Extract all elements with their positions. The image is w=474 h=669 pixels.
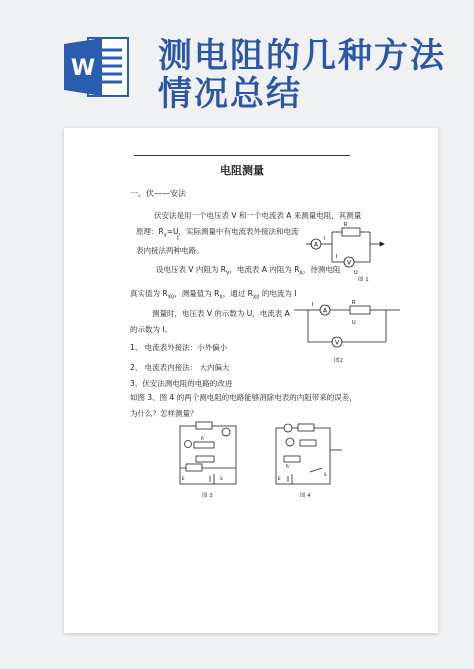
- ammeter-symbol: [222, 428, 230, 436]
- formula-denominator: I: [177, 235, 179, 242]
- ammeter-label: A: [313, 241, 319, 249]
- figure-caption: 图 1: [358, 277, 369, 283]
- list-item: 1、 电流表外接法：小外偏小: [130, 343, 228, 352]
- voltmeter-symbol: [185, 441, 192, 448]
- voltmeter-label: V: [346, 259, 352, 267]
- paragraph-text: ，测量值为 R: [174, 289, 220, 298]
- header-rule: [134, 155, 350, 156]
- banner-title-line-2: 情况总结: [158, 74, 302, 114]
- voltmeter-label: V: [334, 339, 340, 347]
- resistor-symbol: [342, 228, 360, 236]
- resistor-symbol: [300, 440, 316, 446]
- paragraph-text: 设电压表 V 内阻为 R: [156, 265, 226, 274]
- switch-label: S: [324, 472, 327, 477]
- paragraph-text: ，实际测量中有电流表外接法和电流: [178, 227, 299, 236]
- formula-text: 原理：R: [136, 227, 164, 236]
- paragraph-line: 为什么？怎样测量？: [130, 409, 198, 418]
- resistor-symbol: [298, 424, 314, 431]
- paragraph-text: ，通过 R: [222, 289, 253, 298]
- paragraph-line: 表内接法两种电路。: [136, 246, 204, 255]
- resistor-symbol: [196, 456, 214, 462]
- voltmeter-symbol: [284, 424, 292, 432]
- paragraph-line: 测量时，电压表 V 的示数为 U，电流表 A: [152, 309, 290, 318]
- battery-label: E: [182, 476, 185, 481]
- subscript: X: [219, 294, 223, 301]
- circuit-figure-3: [174, 420, 244, 500]
- resistor-symbol: [194, 442, 214, 448]
- rheostat-symbol: [186, 464, 202, 471]
- circuit-figure-2: [290, 296, 410, 366]
- paragraph-line: 原理：$R_x=U$，实际测量中有电流表外接法和电流: [136, 227, 299, 239]
- section-heading: 一、伏——安法: [130, 189, 186, 198]
- word-document-icon: [64, 34, 132, 100]
- formula-text: =U: [166, 227, 179, 236]
- subscript: X0: [167, 294, 175, 301]
- ammeter-label: A: [322, 307, 328, 315]
- battery-label: E: [278, 476, 281, 481]
- ammeter-symbol: [286, 438, 294, 446]
- list-item: 3、伏安法测电阻的电路的改进: [130, 379, 233, 388]
- figure-caption: 图2: [334, 358, 343, 364]
- resistor-symbol: [196, 422, 212, 429]
- paragraph-text: 真实值为 R: [130, 289, 168, 298]
- paragraph-line: 的示数为 I。: [130, 325, 173, 334]
- document-banner: [0, 0, 474, 114]
- subscript: V: [226, 270, 230, 277]
- circuit-figure-4: [270, 420, 350, 500]
- paragraph-line: [130, 288, 296, 301]
- switch-label: S: [220, 476, 223, 481]
- document-page: [64, 128, 438, 633]
- resistor-label: R: [344, 222, 348, 228]
- figure-caption: 图 4: [300, 493, 311, 499]
- resistor-symbol: [350, 306, 370, 314]
- rheostat-label: R': [286, 464, 290, 469]
- current-label: I: [312, 302, 314, 308]
- word-logo-letter: W: [70, 56, 96, 81]
- paragraph-line: 伏安法是用一个电压表 V 和一个电流表 A 来测量电阻，其测量: [154, 211, 362, 220]
- voltage-label: U: [354, 270, 358, 276]
- figure-caption: 图 3: [202, 493, 213, 499]
- banner-title-line-1: 测电阻的几种方法: [158, 36, 446, 76]
- paragraph-line: 如图 3、图 4 的两个测电阻的电路能够消除电表的内阻带来的误差，: [130, 393, 357, 402]
- rheostat-symbol: [284, 456, 300, 462]
- resistor-label: R: [352, 300, 356, 306]
- paragraph-text: ，电流表 A 内阻为 R: [229, 265, 300, 274]
- voltage-label: U: [352, 320, 356, 326]
- subscript: X0: [252, 294, 260, 301]
- resistor-label: R: [201, 436, 204, 441]
- paragraph-text: 的电流为 I: [259, 289, 297, 298]
- current-label: I: [324, 236, 326, 242]
- subscript: A: [299, 270, 303, 277]
- circuit-figure-1: [302, 218, 392, 283]
- voltage-current-label: I: [336, 254, 338, 260]
- list-item: 2、 电流表内接法： 大内偏大: [130, 363, 230, 372]
- paragraph-text: ，待测电阻: [302, 265, 341, 274]
- document-heading: 电阻测量: [220, 164, 264, 177]
